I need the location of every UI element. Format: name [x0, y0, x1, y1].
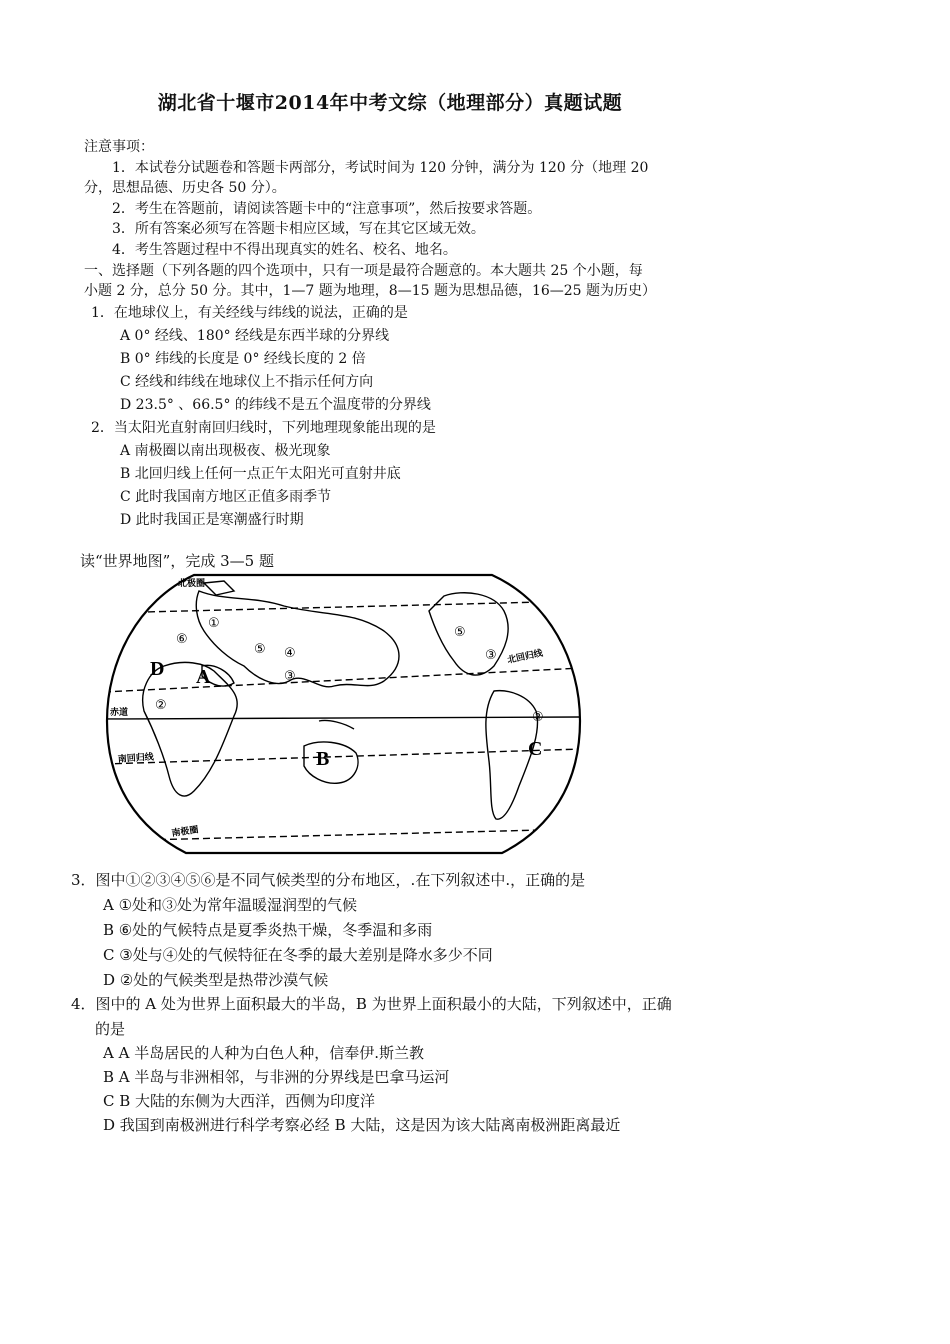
q1-option-d: D 23.5° 、66.5° 的纬线不是五个温度带的分界线 [120, 397, 431, 413]
world-map [104, 571, 582, 857]
notice-item-1-cont: 分，思想品德、历史各 50 分）。 [84, 180, 286, 196]
section-heading: 一、选择题（下列各题的四个选项中，只有一项是最符合题意的。本大题共 25 个小题，每 [84, 263, 643, 279]
notice-item-4: 4．考生答题过程中不得出现真实的姓名、校名、地名。 [112, 242, 457, 258]
notice-item-2: 2．考生在答题前，请阅读答题卡中的“注意事项”，然后按要求答题。 [112, 201, 542, 217]
map-label-capricorn: 南回归线 [117, 751, 155, 764]
q3-option-b: B ⑥处的气候特点是夏季炎热干燥，冬季温和多雨 [103, 921, 433, 939]
q4-option-a: A A 半岛居民的人种为白色人种，信奉伊.斯兰教 [103, 1044, 424, 1062]
notice-item-1: 1．本试卷分试题卷和答题卡两部分，考试时间为 120 分钟，满分为 120 分（地理 20 [112, 160, 649, 176]
section-heading-cont: 小题 2 分，总分 50 分。其中，1—7 题为地理，8—15 题为思想品德，16—25 题为历史） [84, 283, 657, 299]
map-marker-4: ④ [284, 646, 296, 661]
map-label-antarctic: 南极圈 [170, 824, 200, 838]
map-intro: 读“世界地图”，完成 3—5 题 [80, 552, 274, 570]
q2-stem: 2．当太阳光直射南回归线时，下列地理现象能出现的是 [91, 420, 436, 436]
q3-option-c: C ③处与④处的气候特征在冬季的最大差别是降水多少不同 [103, 946, 493, 964]
q3-option-d: D ②处的气候类型是热带沙漠气候 [103, 971, 329, 989]
q4-option-c: C B 大陆的东侧为大西洋，西侧为印度洋 [103, 1092, 376, 1110]
map-marker-5-west: ⑤ [254, 642, 266, 657]
map-marker-2-west: ② [155, 698, 167, 713]
map-label-cancer: 北回归线 [506, 647, 544, 665]
q1-stem: 1．在地球仪上，有关经线与纬线的说法，正确的是 [91, 305, 408, 321]
map-label-equator: 赤道 [110, 707, 129, 717]
q1-option-b: B 0° 纬线的长度是 0° 经线长度的 2 倍 [120, 351, 366, 367]
q4-option-d: D 我国到南极洲进行科学考察必经 B 大陆，这是因为该大陆离南极洲距离最近 [103, 1116, 621, 1134]
map-marker-3-west: ③ [284, 669, 296, 684]
map-marker-1: ① [208, 616, 220, 631]
map-letter-b: B [316, 748, 330, 770]
q2-option-d: D 此时我国正是寒潮盛行时期 [120, 512, 304, 528]
map-marker-2-east: ② [532, 710, 544, 725]
map-letter-d: D [150, 658, 165, 680]
q4-option-b: B A 半岛与非洲相邻，与非洲的分界线是巴拿马运河 [103, 1068, 450, 1086]
q3-option-a: A ①处和③处为常年温暖湿润型的气候 [103, 896, 358, 914]
notice-item-3: 3．所有答案必须写在答题卡相应区域，写在其它区域无效。 [112, 221, 485, 237]
notice-heading: 注意事项： [84, 139, 154, 155]
q4-stem-cont: 的是 [95, 1020, 126, 1038]
q4-stem: 4．图中的 A 处为世界上面积最大的半岛，B 为世界上面积最小的大陆，下列叙述中，正确 [71, 995, 672, 1013]
q2-option-c: C 此时我国南方地区正值多雨季节 [120, 489, 332, 505]
q1-option-c: C 经线和纬线在地球仪上不指示任何方向 [120, 374, 374, 390]
page-title: 湖北省十堰市2014年中考文综（地理部分）真题试题 [157, 92, 623, 114]
map-letter-a: A [196, 666, 211, 688]
q1-option-a: A 0° 经线、180° 经线是东西半球的分界线 [120, 328, 390, 344]
q3-stem: 3．图中①②③④⑤⑥是不同气候类型的分布地区，.在下列叙述中.，正确的是 [71, 871, 586, 889]
map-marker-3-east: ③ [485, 648, 497, 663]
map-label-arctic: 北极圈 [178, 578, 206, 588]
map-marker-5-east: ⑤ [454, 625, 466, 640]
q2-option-a: A 南极圈以南出现极夜、极光现象 [120, 443, 331, 459]
map-marker-6: ⑥ [176, 632, 188, 647]
map-letter-c: C [528, 738, 543, 760]
q2-option-b: B 北回归线上任何一点正午太阳光可直射井底 [120, 466, 401, 482]
